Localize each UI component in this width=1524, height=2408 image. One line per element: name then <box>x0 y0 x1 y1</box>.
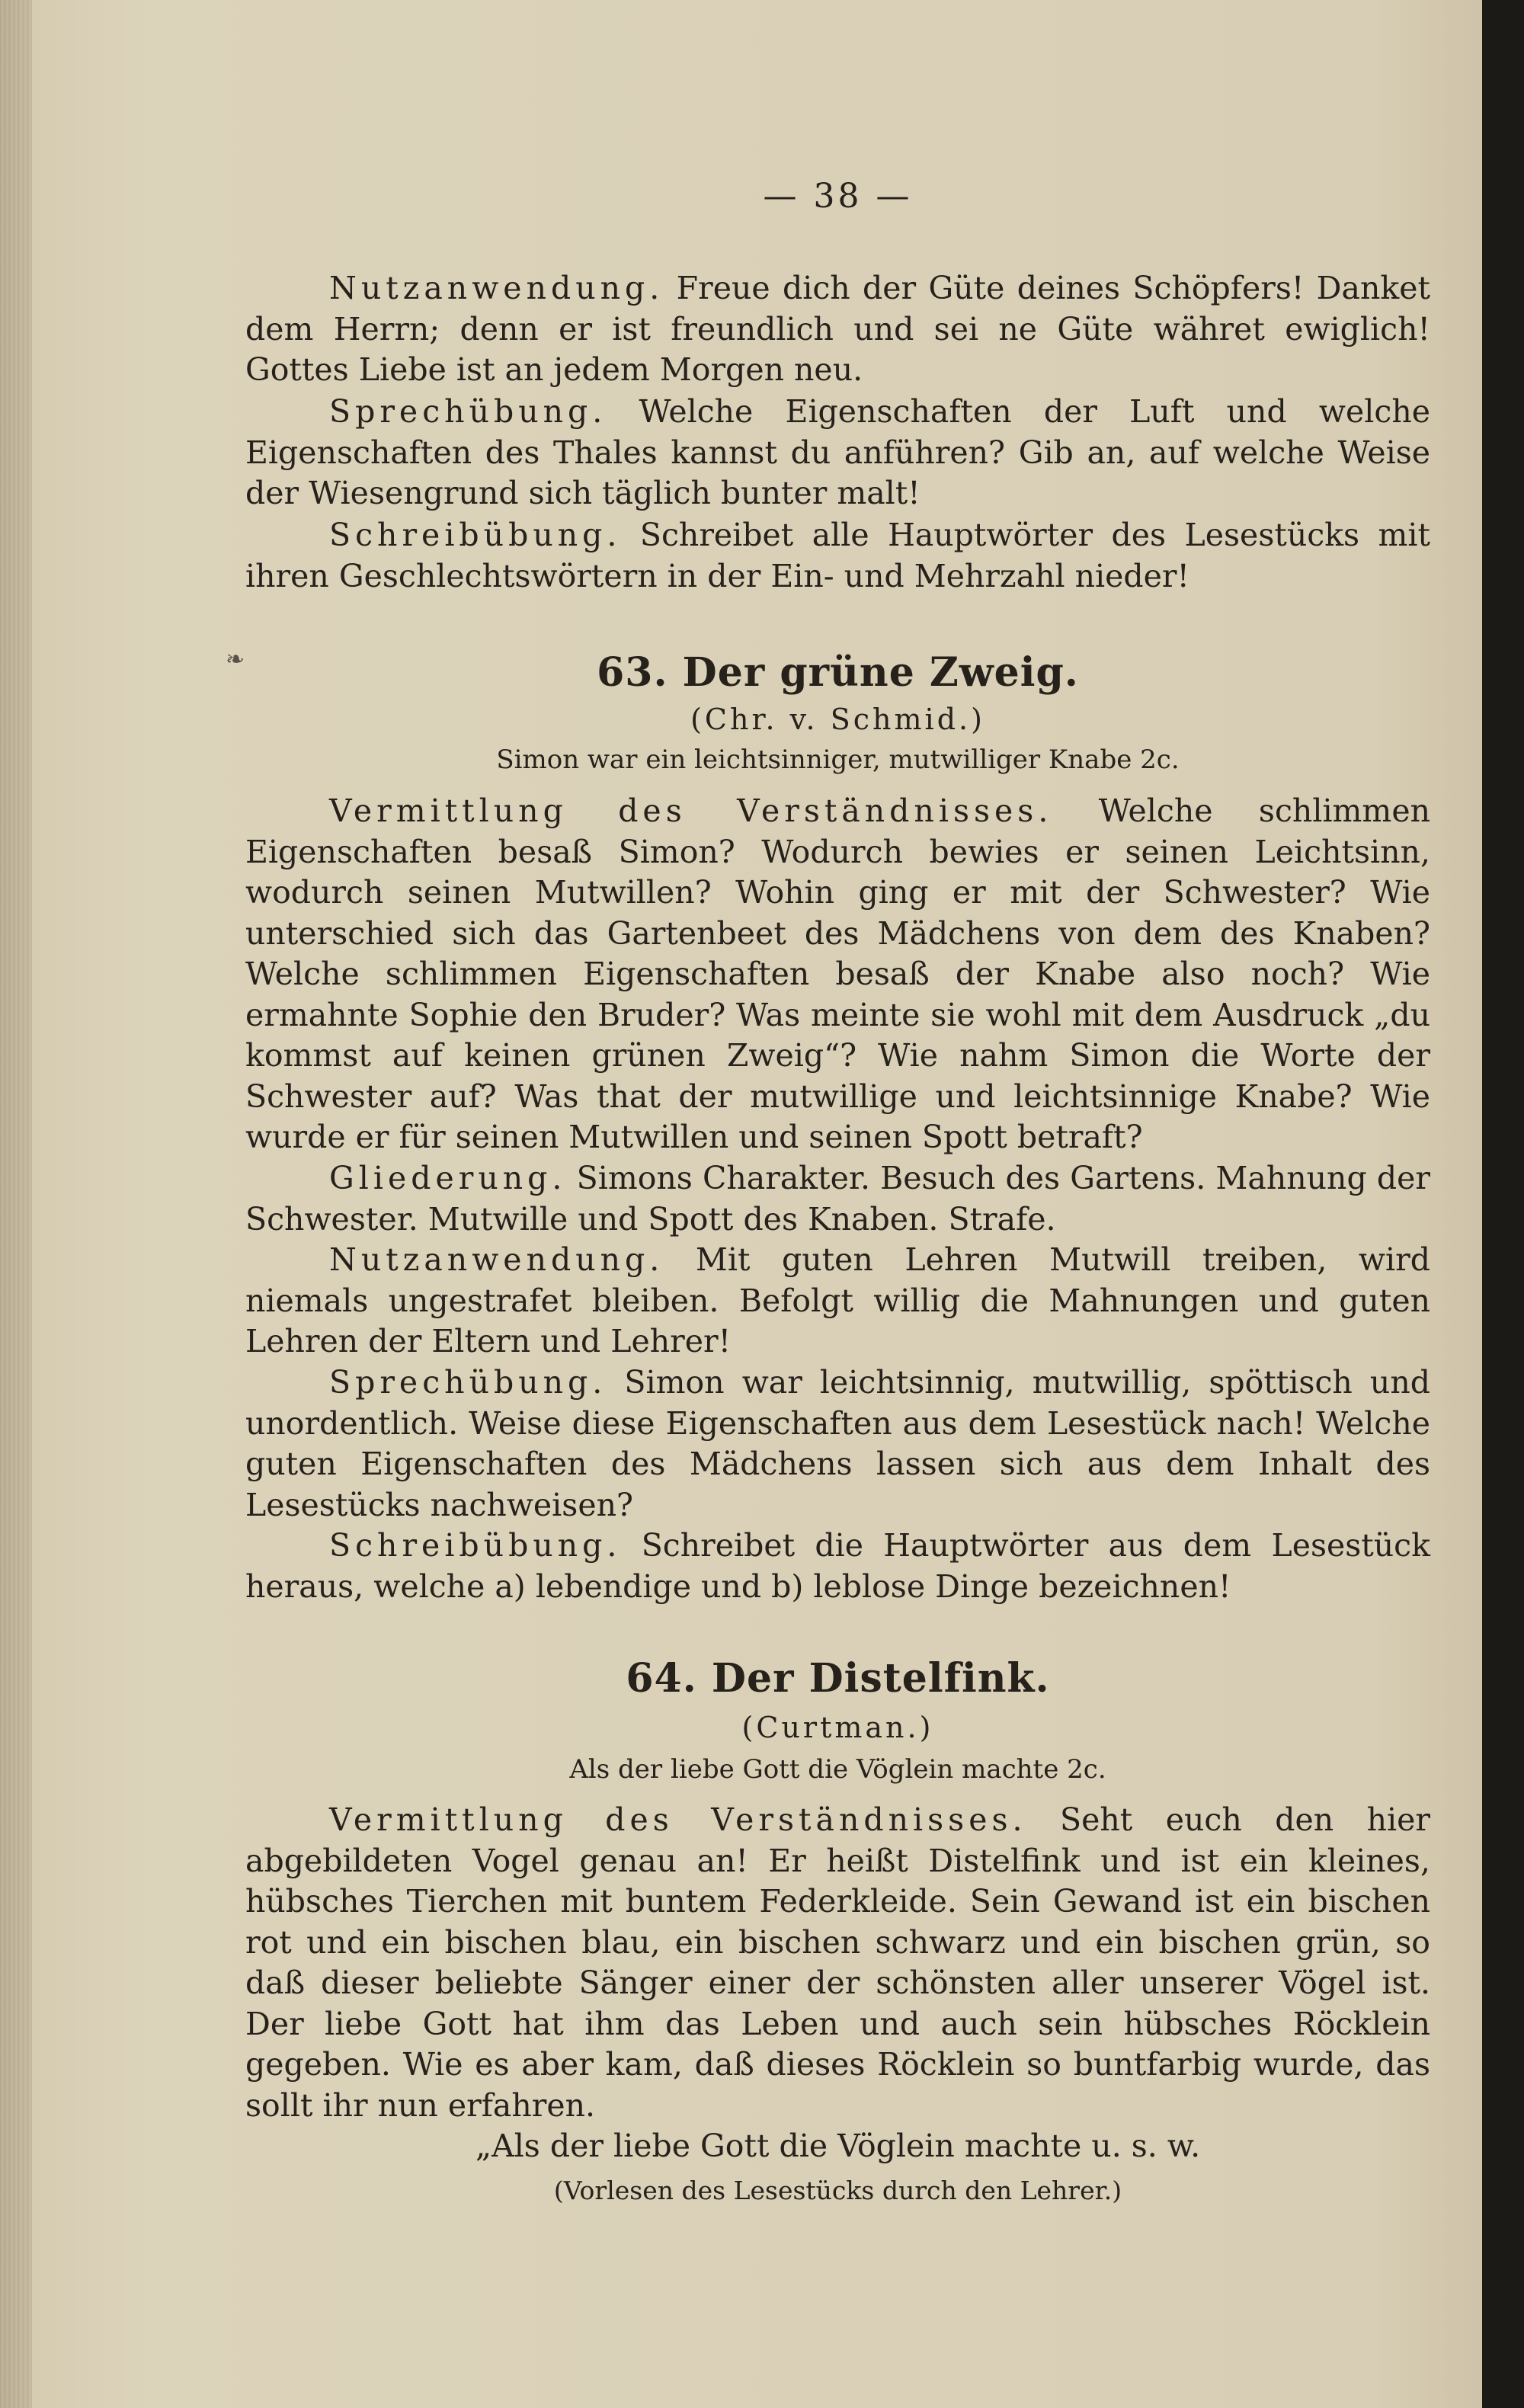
paragraph-label: Vermittlung des Verständnisses. <box>329 1801 1027 1838</box>
paragraph-label: Schreibübung. <box>329 1527 622 1564</box>
section-title-63: 63. Der grüne Zweig. <box>597 649 1079 696</box>
paragraph-vermittlung-63 <box>245 791 1430 1158</box>
paragraph-gliederung-63 <box>245 1158 1430 1240</box>
page-gutter <box>0 0 32 2408</box>
paragraph-label: Vermittlung des Verständnisses. <box>329 793 1053 829</box>
paragraph-text: Schreibet die Hauptwörter aus dem Lesestück heraus, welche a) lebendige und b) leblose Dinge bezeichnen! <box>245 1527 1430 1605</box>
page-number: — 38 — <box>763 177 913 216</box>
paragraph-text: Simon war leichtsinnig, mutwillig, spöttisch und unordentlich. Weise diese Eigenschaften aus dem Lesestück nach! Welche guten Eigenschaften des Mädchens lassen sich aus dem Inhalt des Lesestücks nachweisen? <box>245 1364 1430 1523</box>
paragraph-text: Welche schlimmen Eigenschaften besaß Simon? Wodurch bewies er seinen Leichtsinn, wodurch seinen Mutwillen? Wohin ging er mit der Schwester? Wie unterschied sich das Gartenbeet des Mädchens von dem des Knaben? Welche schlimmen Eigenschaften besaß der Knabe also noch? Wie ermahnte Sophie den Bruder? Was meinte sie wohl mit dem Ausdruck „du kommst auf keinen grünen Zweig“? Wie nahm Simon die Worte der Schwester auf? Was that der mutwillige und leichtsinnige Knabe? Wie wurde er für seinen Mutwillen und seinen Spott betraft? <box>245 793 1430 1155</box>
paragraph-text: Welche Eigenschaften der Luft und welche Eigenschaften des Thales kannst du anführen? Gib an, auf welche Weise der Wiesengrund sich täglich bunter malt! <box>245 393 1430 511</box>
paragraph-text: Seht euch den hier abgebildeten Vogel genau an! Er heißt Distelfink und ist ein kleines, hübsches Tierchen mit buntem Federkleide. Sein Gewand ist ein bischen rot und ein bischen blau, ein bischen schwarz und ein bischen grün, so daß dieser beliebte Sänger einer der schönsten aller unserer Vögel ist. Der liebe Gott hat ihm das Leben und auch sein hübsches Röcklein gegeben. Wie es aber kam, daß dieses Röcklein so buntfarbig wurde, das sollt ihr nun erfahren. <box>245 1801 1430 2124</box>
reading-note: (Vorlesen des Lesestücks durch den Lehrer.) <box>553 2176 1122 2205</box>
paragraph-label: Sprechübung. <box>329 1364 607 1401</box>
section-author-64: (Curtman.) <box>741 1711 934 1744</box>
section-title-64: 64. Der Distelfink. <box>626 1655 1050 1702</box>
paragraph-text: Freue dich der Güte deines Schöpfers! Danket dem Herrn; denn er ist freundlich und sei ne Güte währet ewiglich! Gottes Liebe ist an jedem Morgen neu. <box>245 270 1430 388</box>
paragraph-label: Sprechübung. <box>329 393 607 430</box>
paragraph-sprechuebung-63 <box>245 1363 1430 1526</box>
paragraph-text: Mit guten Lehren Mutwill treiben, wird niemals ungestrafet bleiben. Befolgt willig die Mahnungen und guten Lehren der Eltern und Lehrer! <box>245 1241 1430 1359</box>
margin-mark: ❧ <box>226 646 245 673</box>
paragraph-text: Schreibet alle Hauptwörter des Lesestücks mit ihren Geschlechtswörtern in der Ein- und Mehrzahl nieder! <box>245 517 1430 594</box>
paragraph-vermittlung-64 <box>245 1800 1430 2126</box>
paragraph-text: Simons Charakter. Besuch des Gartens. Mahnung der Schwester. Mutwille und Spott des Knaben. Strafe. <box>245 1160 1430 1238</box>
paragraph-nutzanwendung-1 <box>245 268 1430 391</box>
paragraph-label: Schreibübung. <box>329 517 622 553</box>
paragraph-schreibuebung-1 <box>245 515 1430 597</box>
paragraph-label: Nutzanwendung. <box>329 270 664 306</box>
section-incipit-64: Als der liebe Gott die Vöglein machte 2c. <box>569 1754 1106 1785</box>
page-edge-shadow <box>1482 23 1524 2408</box>
paragraph-schreibuebung-63 <box>245 1526 1430 1607</box>
paragraph-label: Gliederung. <box>329 1160 567 1196</box>
paragraph-nutzanwendung-63 <box>245 1240 1430 1363</box>
section-incipit-63: Simon war ein leichtsinniger, mutwilliger Knabe 2c. <box>496 744 1180 775</box>
paragraph-label: Nutzanwendung. <box>329 1241 664 1278</box>
quote-line: „Als der liebe Gott die Vöglein machte u. s. w. <box>475 2128 1201 2164</box>
section-author-63: (Chr. v. Schmid.) <box>690 703 985 736</box>
paragraph-sprechuebung-1 <box>245 392 1430 514</box>
